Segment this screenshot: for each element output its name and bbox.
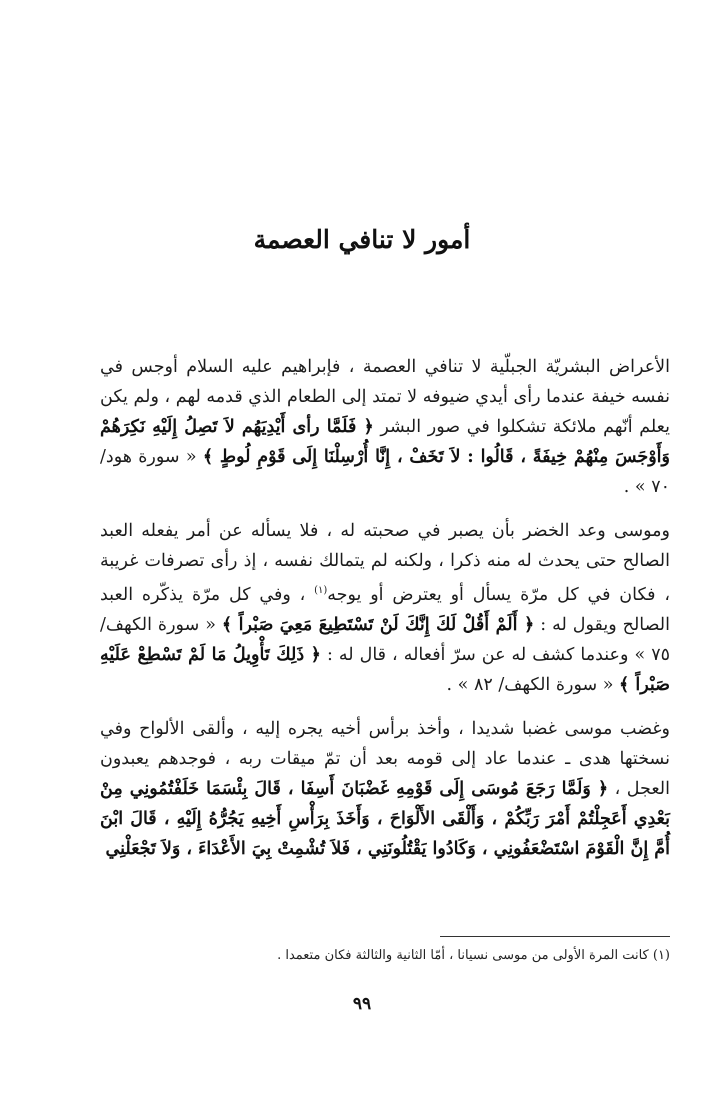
body-text [100, 352, 670, 878]
quran-verse: ﴿ وَلَمَّا رَجَعَ مُوسَى إِلَى قَوْمِهِ غَضْبَانَ أَسِفَا ، قَالَ بِئْسَمَا خَلَفْتُمُونِي مِنْ بَعْدِي أَعَجِلْتُمْ أَمْرَ رَبِّكُمْ ، وَأَلْقَى الأَلْوَاحَ ، وَأَخَذَ بِرَأْسِ أَخِيهِ يَجُرُّهُ إِلَيْهِ ، قَالَ ابْنَ أُمَّ إِنَّ الْقَوْمَ اسْتَضْعَفُونِي ، وَكَادُوا يَقْتُلُونَنِي ، فَلاَ تُشْمِتْ بِيَ الأَعْدَاءَ ، وَلاَ تَجْعَلْنِي [100, 778, 670, 859]
paragraph-text: « سورة الكهف/ ٨٢ » . [446, 674, 619, 695]
footnote-marker: (١) [314, 585, 328, 596]
paragraph-text: ، وفي كل مرّة يذكّره العبد الصالح ويقول له : [100, 584, 670, 635]
paragraph-3 [100, 714, 670, 864]
page-title: أمور لا تنافي العصمة [253, 224, 471, 254]
paragraph-text: الأعراض البشريّة الجبلّية لا تنافي العصمة ، فإبراهيم عليه السلام أوجس في نفسه خيفة عندما رأى أيدي ضيوفه لا تمتد إلى الطعام الذي قدمه لهم ، ولم يكن يعلم أنّهم ملائكة تشكلوا في صور البشر [100, 357, 670, 437]
footnote: (١) كانت المرة الأولى من موسى نسيانا ، أمّا الثانية والثالثة فكان متعمدا . [277, 948, 670, 963]
paragraph-2 [100, 516, 670, 700]
page-number: ٩٩ [352, 994, 372, 1014]
quran-verse: ﴿ فَلَمَّا رأى أَيْدِيَهُم لاَ تَصِلُ إِلَيْهِ نَكِرَهُمْ وَأَوْجَسَ مِنْهُمْ خِيفَةً ، قَالُوا : لاَ تَخَفْ ، إِنَّا أُرْسِلْنَا إِلَى قَوْمِ لُوطٍ ﴾ [100, 417, 670, 467]
paragraph-text: « سورة الكهف/ ٧٥ » وعندما كشف له عن سرّ أفعاله ، قال له : [100, 614, 670, 665]
paragraph-text: « سورة هود/ ٧٠ » . [100, 447, 670, 497]
paragraph-text: وموسى وعد الخضر بأن يصبر في صحبته له ، فلا يسأله عن أمر يفعله العبد الصالح حتى يحدث له منه ذكرا ، ولكنه لم يتمالك نفسه ، إذ رأى تصرفات غريبة ، فكان في كل مرّة يسأل أو يعترض أو يوجه [100, 521, 670, 605]
quran-verse: ﴿ ذَلِكَ تَأْوِيلُ مَا لَمْ تَسْطِعْ عَلَيْهِ صَبْراً ﴾ [100, 644, 670, 695]
paragraph-text: وغضب موسى غضبا شديدا ، وأخذ برأس أخيه يجره إليه ، وألقى الألواح وفي نسختها هدى ـ عندما عاد إلى قومه بعد أن تمّ ميقات ربه ، فوجدهم يعبدون العجل ، [100, 718, 670, 799]
paragraph-1 [100, 352, 670, 502]
quran-verse: ﴿ أَلَمْ أَقُلْ لَكَ إِنَّكَ لَنْ تَسْتَطِيعَ مَعِيَ صَبْراً ﴾ [221, 614, 535, 635]
footnote-divider [440, 936, 670, 937]
